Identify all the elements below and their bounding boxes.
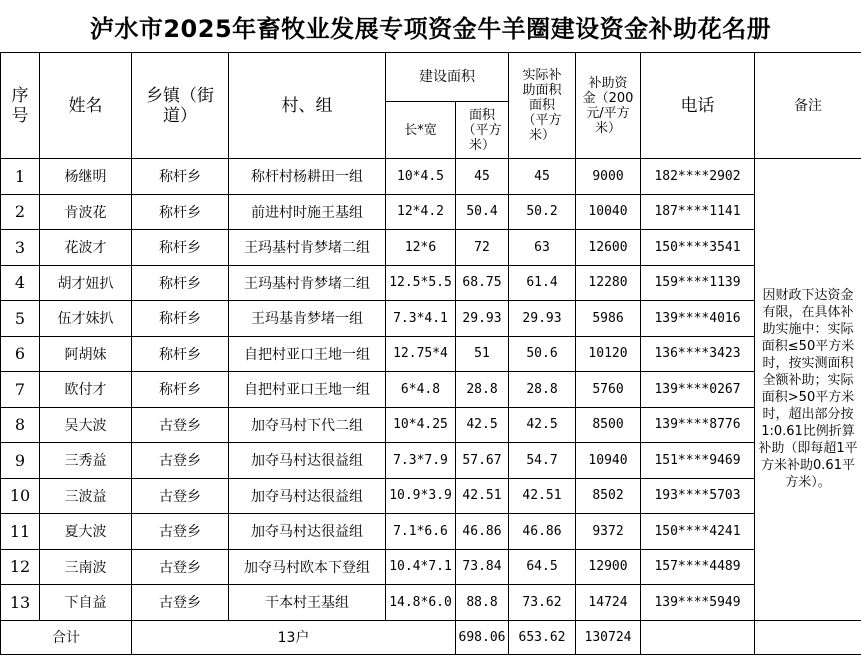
table-row [1, 514, 861, 550]
total-remark-empty [755, 620, 861, 654]
row-area: 28.8 [456, 372, 509, 408]
row-actual-area: 64.5 [509, 549, 576, 585]
row-name: 肯波花 [40, 194, 132, 230]
table-row [1, 585, 861, 621]
header-subsidy [576, 53, 641, 159]
row-village: 王玛基村肯梦堵二组 [229, 230, 386, 266]
row-name: 三波益 [40, 478, 132, 514]
row-area: 51 [456, 336, 509, 372]
row-subsidy: 5760 [576, 372, 641, 408]
header-actual-area [509, 53, 576, 159]
row-actual-area: 50.2 [509, 194, 576, 230]
header-township [132, 53, 229, 159]
row-seq: 11 [1, 514, 40, 550]
table-row [1, 230, 861, 266]
row-village: 加夺马村达很益组 [229, 514, 386, 550]
row-dims: 10.9*3.9 [386, 478, 456, 514]
row-phone: 139****8776 [641, 407, 755, 443]
row-phone: 136****3423 [641, 336, 755, 372]
header-seq-label: 序 号 [11, 85, 29, 126]
row-subsidy: 8500 [576, 407, 641, 443]
row-actual-area: 54.7 [509, 443, 576, 479]
row-township: 称杆乡 [132, 230, 229, 266]
row-seq: 2 [1, 194, 40, 230]
row-area: 50.4 [456, 194, 509, 230]
table-row [1, 443, 861, 479]
row-subsidy: 10040 [576, 194, 641, 230]
row-area: 29.93 [456, 301, 509, 337]
row-village: 加夺马村达很益组 [229, 478, 386, 514]
row-area: 57.67 [456, 443, 509, 479]
row-dims: 12.5*5.5 [386, 265, 456, 301]
header-name [40, 53, 132, 159]
row-seq: 9 [1, 443, 40, 479]
subsidy-roster-table [0, 52, 861, 655]
row-township: 古登乡 [132, 407, 229, 443]
row-phone: 157****4489 [641, 549, 755, 585]
row-dims: 10.4*7.1 [386, 549, 456, 585]
row-dims: 10*4.25 [386, 407, 456, 443]
row-subsidy: 9000 [576, 159, 641, 195]
total-label: 合计 [1, 620, 132, 654]
table-row [1, 372, 861, 408]
row-area: 68.75 [456, 265, 509, 301]
row-township: 称杆乡 [132, 265, 229, 301]
header-phone [641, 53, 755, 159]
row-township: 古登乡 [132, 478, 229, 514]
header-dims [386, 102, 456, 159]
row-subsidy: 9372 [576, 514, 641, 550]
row-seq: 4 [1, 265, 40, 301]
row-village: 加夺马村达很益组 [229, 443, 386, 479]
row-subsidy: 12900 [576, 549, 641, 585]
row-subsidy: 8502 [576, 478, 641, 514]
header-build-area-label: 建设面积 [419, 69, 475, 85]
row-area: 46.86 [456, 514, 509, 550]
row-actual-area: 45 [509, 159, 576, 195]
row-subsidy: 12280 [576, 265, 641, 301]
row-township: 古登乡 [132, 585, 229, 621]
row-township: 称杆乡 [132, 336, 229, 372]
row-name: 伍才妹扒 [40, 301, 132, 337]
row-village: 前进村时施王基组 [229, 194, 386, 230]
page-title: 泸水市2025年畜牧业发展专项资金牛羊圈建设资金补助花名册 [89, 14, 772, 43]
row-name: 阿胡妹 [40, 336, 132, 372]
total-actual-area: 653.62 [509, 620, 576, 654]
row-area: 72 [456, 230, 509, 266]
row-township: 古登乡 [132, 549, 229, 585]
table-row [1, 159, 861, 195]
row-seq: 3 [1, 230, 40, 266]
row-dims: 12.75*4 [386, 336, 456, 372]
row-village: 加夺马村下代二组 [229, 407, 386, 443]
row-seq: 6 [1, 336, 40, 372]
total-area: 698.06 [456, 620, 509, 654]
row-village: 自把村亚口王地一组 [229, 336, 386, 372]
row-seq: 13 [1, 585, 40, 621]
row-subsidy: 5986 [576, 301, 641, 337]
row-phone: 139****4016 [641, 301, 755, 337]
row-seq: 5 [1, 301, 40, 337]
header-village [229, 53, 386, 159]
table-row [1, 336, 861, 372]
row-name: 三南波 [40, 549, 132, 585]
total-phone-empty [641, 620, 755, 654]
header-remark-label: 备注 [794, 97, 822, 114]
row-actual-area: 29.93 [509, 301, 576, 337]
row-seq: 12 [1, 549, 40, 585]
row-area: 42.51 [456, 478, 509, 514]
row-name: 胡才妞扒 [40, 265, 132, 301]
row-name: 吴大波 [40, 407, 132, 443]
header-area [456, 102, 509, 159]
row-township: 古登乡 [132, 514, 229, 550]
row-dims: 7.3*7.9 [386, 443, 456, 479]
row-village: 王玛基肯梦堵一组 [229, 301, 386, 337]
row-actual-area: 28.8 [509, 372, 576, 408]
row-phone: 151****9469 [641, 443, 755, 479]
row-phone: 150****3541 [641, 230, 755, 266]
row-name: 欧付才 [40, 372, 132, 408]
row-village: 称杆村杨耕田一组 [229, 159, 386, 195]
row-dims: 12*6 [386, 230, 456, 266]
row-actual-area: 42.5 [509, 407, 576, 443]
row-phone: 182****2902 [641, 159, 755, 195]
row-village: 王玛基村肯梦堵二组 [229, 265, 386, 301]
row-seq: 10 [1, 478, 40, 514]
row-dims: 14.8*6.0 [386, 585, 456, 621]
header-area-label: 面积 （平方 米） [462, 107, 502, 153]
header-township-label: 乡镇（街 道） [146, 85, 214, 126]
row-phone: 187****1141 [641, 194, 755, 230]
row-dims: 12*4.2 [386, 194, 456, 230]
row-township: 称杆乡 [132, 194, 229, 230]
row-actual-area: 50.6 [509, 336, 576, 372]
row-township: 古登乡 [132, 443, 229, 479]
table-row [1, 301, 861, 337]
row-dims: 7.1*6.6 [386, 514, 456, 550]
header-remark [755, 53, 861, 159]
row-area: 45 [456, 159, 509, 195]
row-phone: 139****5949 [641, 585, 755, 621]
row-area: 88.8 [456, 585, 509, 621]
row-subsidy: 10120 [576, 336, 641, 372]
row-seq: 7 [1, 372, 40, 408]
row-township: 称杆乡 [132, 159, 229, 195]
total-subsidy: 130724 [576, 620, 641, 654]
row-area: 73.84 [456, 549, 509, 585]
row-area: 42.5 [456, 407, 509, 443]
row-actual-area: 42.51 [509, 478, 576, 514]
row-phone: 139****0267 [641, 372, 755, 408]
row-village: 干本村王基组 [229, 585, 386, 621]
row-actual-area: 73.62 [509, 585, 576, 621]
row-dims: 6*4.8 [386, 372, 456, 408]
row-name: 花波才 [40, 230, 132, 266]
row-dims: 10*4.5 [386, 159, 456, 195]
header-name-label: 姓名 [68, 95, 103, 116]
row-name: 杨继明 [40, 159, 132, 195]
header-village-label: 村、组 [281, 95, 333, 116]
row-phone: 193****5703 [641, 478, 755, 514]
header-seq [1, 53, 40, 159]
header-actual-area-label: 实际补 助面积 面积 （平方 米） [522, 68, 562, 143]
row-actual-area: 63 [509, 230, 576, 266]
row-village: 自把村亚口王地一组 [229, 372, 386, 408]
row-village: 加夺马村欧本下登组 [229, 549, 386, 585]
row-seq: 1 [1, 159, 40, 195]
row-name: 夏大波 [40, 514, 132, 550]
header-phone-label: 电话 [680, 95, 715, 116]
total-households: 13户 [132, 620, 456, 654]
row-subsidy: 10940 [576, 443, 641, 479]
row-phone: 159****1139 [641, 265, 755, 301]
header-dims-label: 长*宽 [404, 122, 437, 138]
row-township: 称杆乡 [132, 372, 229, 408]
row-dims: 7.3*4.1 [386, 301, 456, 337]
remark-note: 因财政下达资金有限，在具体补助实施中：实际面积≤50平方米时，按实测面积全额补助；实际面积>50平方米时，超出部分按1:0.61比例折算补助（即每超1平方米补助0.61平方米）。 [755, 159, 861, 621]
table-row [1, 549, 861, 585]
row-phone: 150****4241 [641, 514, 755, 550]
table-body [1, 159, 861, 621]
row-name: 下自益 [40, 585, 132, 621]
row-name: 三秀益 [40, 443, 132, 479]
total-row [1, 620, 861, 654]
row-seq: 8 [1, 407, 40, 443]
table-row [1, 478, 861, 514]
row-actual-area: 46.86 [509, 514, 576, 550]
header-subsidy-label: 补助资 金（200 元/平方 米） [582, 75, 634, 136]
table-row [1, 194, 861, 230]
row-township: 称杆乡 [132, 301, 229, 337]
row-actual-area: 61.4 [509, 265, 576, 301]
table-row [1, 265, 861, 301]
header-build-area [386, 53, 509, 102]
row-subsidy: 12600 [576, 230, 641, 266]
table-row [1, 407, 861, 443]
row-subsidy: 14724 [576, 585, 641, 621]
